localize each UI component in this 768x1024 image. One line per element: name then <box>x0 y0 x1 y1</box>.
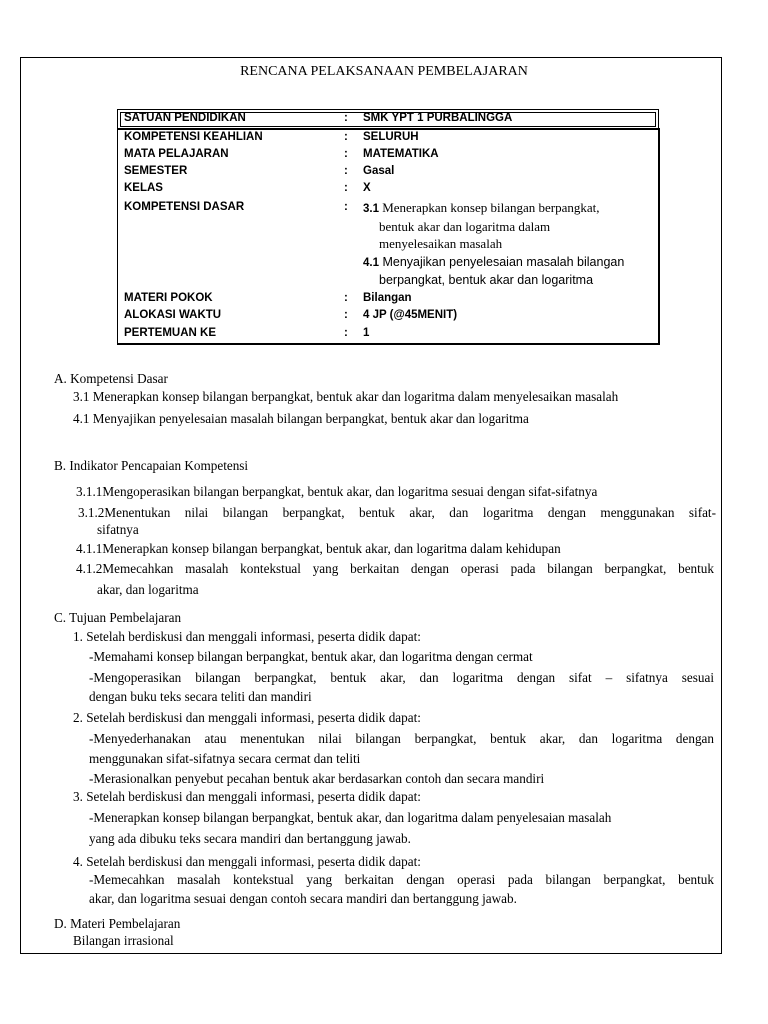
indicator-4-1-2-line2: akar, dan logaritma <box>97 582 199 597</box>
kelas-value: X <box>363 182 371 194</box>
goal-3: 3. Setelah berdiskusi dan menggali informasi, peserta didik dapat: <box>73 789 421 804</box>
goal-2-b: -Merasionalkan penyebut pecahan bentuk akar berdasarkan contoh dan secara mandiri <box>89 771 545 786</box>
goal-4: 4. Setelah berdiskusi dan menggali informasi, peserta didik dapat: <box>73 854 421 869</box>
kd-2-line2: berpangkat, bentuk akar dan logaritma <box>379 273 594 287</box>
document-title: RENCANA PELAKSANAAN PEMBELAJARAN <box>240 64 528 79</box>
mapel-label: MATA PELAJARAN <box>124 148 229 160</box>
goal-3-a-line1: -Menerapkan konsep bilangan berpangkat, bentuk akar, dan logaritma dalam penyelesaian masalah <box>89 810 612 825</box>
goal-4-a-line2: akar, dan logaritma sesuai dengan contoh secara mandiri dan bertanggung jawab. <box>89 891 517 906</box>
section-b-heading: B. Indikator Pencapaian Kompetensi <box>54 458 249 473</box>
kd-1-text-line1: Menerapkan konsep bilangan berpangkat, <box>382 200 600 215</box>
goal-1-b-line1: -Mengoperasikan bilangan berpangkat, bentuk akar, dan logaritma dengan sifat – sifatnya sesuai <box>89 670 714 685</box>
satuan-label: SATUAN PENDIDIKAN <box>124 112 246 124</box>
goal-1-a: -Memahami konsep bilangan berpangkat, bentuk akar, dan logaritma dengan cermat <box>89 649 533 664</box>
mapel-colon: : <box>344 148 348 160</box>
kd-label: KOMPETENSI DASAR <box>124 201 245 213</box>
goal-2: 2. Setelah berdiskusi dan menggali informasi, peserta didik dapat: <box>73 710 421 725</box>
kd-1-line1 <box>363 200 600 216</box>
pertemuan-label: PERTEMUAN KE <box>124 327 217 339</box>
satuan-value: SMK YPT 1 PURBALINGGA <box>363 112 513 124</box>
alokasi-colon: : <box>344 309 348 321</box>
section-c-heading: C. Tujuan Pembelajaran <box>54 610 182 625</box>
goal-1-b-line2: dengan buku teks secara teliti dan mandiri <box>89 689 312 704</box>
mapel-value: MATEMATIKA <box>363 148 439 160</box>
goal-4-a-line1: -Memecahkan masalah kontekstual yang berkaitan dengan operasi pada bilangan berpangkat, bentuk <box>89 872 714 887</box>
indicator-4-1-1: 4.1.1Menerapkan konsep bilangan berpangkat, bentuk akar, dan logaritma dalam kehidupan <box>76 541 561 556</box>
kompetensi-keahlian-value: SELURUH <box>363 131 419 143</box>
goal-1: 1. Setelah berdiskusi dan menggali informasi, peserta didik dapat: <box>73 629 421 644</box>
section-a-item-1: 3.1 Menerapkan konsep bilangan berpangkat, bentuk akar dan logaritma dalam menyelesaikan masalah <box>73 389 619 404</box>
goal-2-a-line2: menggunakan sifat-sifatnya secara cermat dan teliti <box>89 751 361 766</box>
semester-colon: : <box>344 165 348 177</box>
kelas-colon: : <box>344 182 348 194</box>
indicator-3-1-2-line1: 3.1.2Menentukan nilai bilangan berpangkat, bentuk akar, dan logaritma dengan menggunakan sifat- <box>78 505 716 520</box>
section-d-item-1: Bilangan irrasional <box>73 933 174 948</box>
kd-2-line1 <box>363 255 624 269</box>
indicator-3-1-2-line2: sifatnya <box>97 522 139 537</box>
kd-1-line2: bentuk akar dan logaritma dalam <box>379 219 551 234</box>
kd-2-number: 4.1 <box>363 257 379 269</box>
pertemuan-colon: : <box>344 327 348 339</box>
satuan-colon: : <box>344 112 348 124</box>
kd-1-number: 3.1 <box>363 203 379 215</box>
section-a-item-2: 4.1 Menyajikan penyelesaian masalah bilangan berpangkat, bentuk akar dan logaritma <box>73 411 529 426</box>
identity-table-body <box>117 128 660 345</box>
semester-value: Gasal <box>363 165 395 177</box>
pertemuan-value: 1 <box>363 327 370 339</box>
goal-3-a-line2: yang ada dibuku teks secara mandiri dan bertanggung jawab. <box>89 831 411 846</box>
alokasi-value: 4 JP (@45MENIT) <box>363 309 458 321</box>
kd-1-line3: menyelesaikan masalah <box>379 236 503 251</box>
kompetensi-keahlian-label: KOMPETENSI KEAHLIAN <box>124 131 263 143</box>
materi-value: Bilangan <box>363 292 412 304</box>
semester-label: SEMESTER <box>124 165 188 177</box>
section-d-heading: D. Materi Pembelajaran <box>54 916 181 931</box>
alokasi-label: ALOKASI WAKTU <box>124 309 222 321</box>
section-a-heading: A. Kompetensi Dasar <box>54 371 168 386</box>
indicator-3-1-1: 3.1.1Mengoperasikan bilangan berpangkat, bentuk akar, dan logaritma sesuai dengan sifat-sifatnya <box>76 484 598 499</box>
kompetensi-keahlian-colon: : <box>344 131 348 143</box>
identity-table-header <box>117 109 659 130</box>
goal-2-a-line1: -Menyederhanakan atau menentukan nilai bilangan berpangkat, bentuk akar, dan logaritma dengan <box>89 731 714 746</box>
kelas-label: KELAS <box>124 182 163 194</box>
materi-colon: : <box>344 292 348 304</box>
kd-2-text-line1: Menyajikan penyelesaian masalah bilangan <box>382 255 625 269</box>
kd-colon: : <box>344 201 348 213</box>
indicator-4-1-2-line1: 4.1.2Memecahkan masalah kontekstual yang berkaitan dengan operasi pada bilangan berpangkat, bentuk <box>76 561 714 576</box>
materi-label: MATERI POKOK <box>124 292 213 304</box>
